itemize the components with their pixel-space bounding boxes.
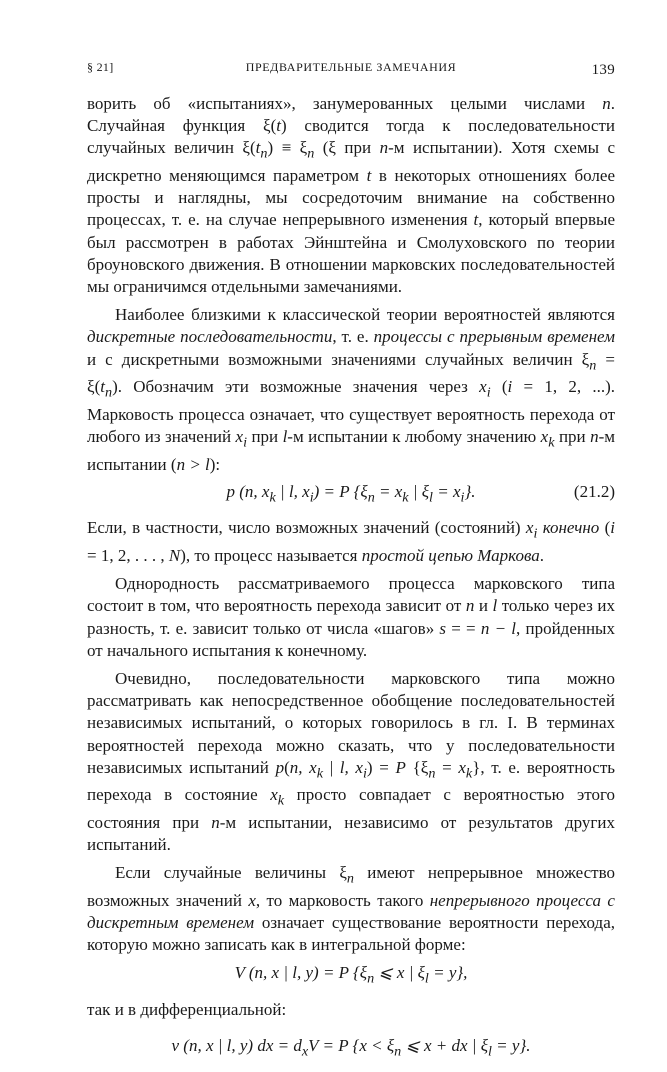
equation-integral-form: V (n, x | l, y) = P {$\xi_n$ ⩽ x | $\xi_l = y$},: [234, 962, 468, 987]
paragraph-5: Очевидно, последовательности марковского типа можно рассматривать как непосредственное обобщение последовательностей независимых испытаний, о которых говорилось в гл. I. В терминах вероятностей перехода можно сказать, что у последовательности независимых испытаний p(n, $x_k$ | l, $x_i) = P$ $\{\xi_n = x_k\}$, т. е. вероятность перехода в состояние $x_k$ просто совпадает с вероятностью этого состояния при n-м испытании, независимо от результатов других испытаний.: [87, 669, 616, 855]
running-title: ПРЕДВАРИТЕЛЬНЫЕ ЗАМЕЧАНИЯ: [245, 60, 457, 74]
section-mark: § 21]: [87, 60, 114, 74]
paragraph-6: Если случайные величины $\xi_n$ имеют непрерывное множество возможных значений x, то марковость такого непрерывного процесса с дискретным временем означает существование вероятности перехода, которую можно записать как в интегральной форме:: [87, 863, 615, 955]
page-body: [87, 93, 615, 1072]
equation-number: (21.2): [573, 481, 615, 501]
paragraph-2: Наиболее близкими к классической теории вероятностей являются дискретные последовательности, т. е. процессы с прерывным временем и с дискретными возможными значениями случайных величин $\xi_n = \xi(t_n)$. Обозначим эти возможные значения через $x_i$ (i = 1, 2, ...). Марковость процесса означает, что существует вероятность перехода от любого из значений $x_i$ при l-м испытании к любому значению $x_k$ при n-м испытании (n > l):: [87, 305, 616, 474]
running-header: [87, 60, 615, 80]
page-number: 139: [591, 62, 615, 78]
equation-differential-form: v (n, x | l, y) dx = $d_xV = P$ {$x < \xi_n$ ⩽ x + dx | $\xi_l = y$}.: [171, 1036, 531, 1060]
paragraph-1: ворить об «испытаниях», занумерованных целыми числами n. Случайная функция ξ(t) сводится тогда к последовательности случайных величин $\xi(t_n) \equiv \xi_n$ (ξ при n-м испытании). Хотя схемы с дискретно меняющимся параметром t в некоторых отношениях более просты и наглядны, мы сосредоточим внимание на собственно процессах, т. е. на случае непрерывного изменения t, который впервые был рассмотрен в работах Эйнштейна и Смолуховского по теории броуновского движения. В отношении марковских последовательностей мы ограничимся отдельными замечаниями.: [87, 94, 616, 297]
paragraph-4: Однородность рассматриваемого процесса марковского типа состоит в том, что вероятность перехода зависит от n и l только через их разность, т. е. зависит только от числа «шагов» s = = n − l, пройденных от начального испытания к конечному.: [87, 574, 615, 660]
paragraph-3: Если, в частности, число возможных значений (состояний) $x_i$ конечно (i = 1, 2, . . . , N), то процесс называется простой цепью Маркова.: [87, 518, 615, 565]
paragraph-7: так и в дифференциальной:: [87, 1000, 287, 1020]
equation-21-2: p (n, $x_k$ | l, $x_i) = P$ {$\xi_n = x_k$ | $\xi_l = x_i$}. (21.2): [226, 481, 615, 506]
